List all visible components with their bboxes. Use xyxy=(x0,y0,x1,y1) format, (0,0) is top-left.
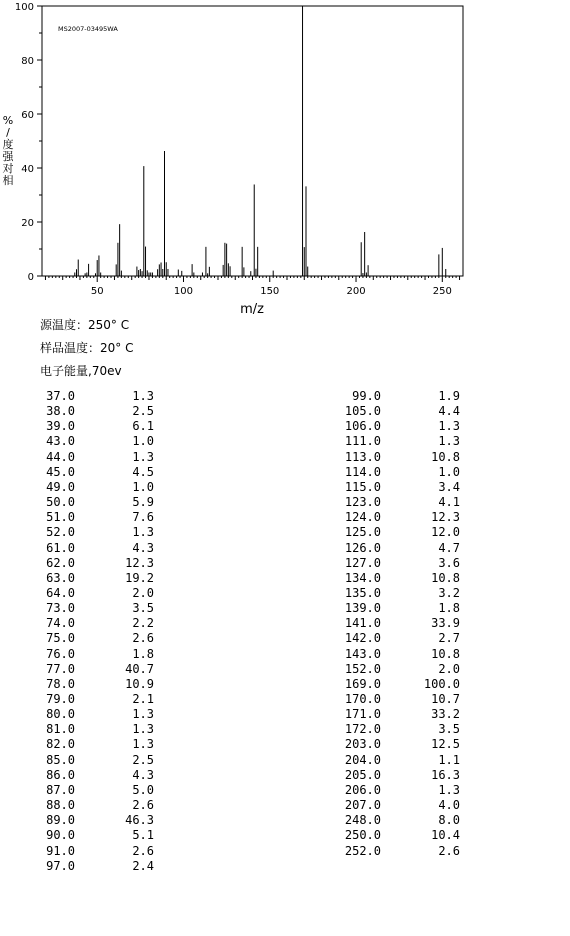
peak-mz-right: 141.0 xyxy=(344,616,381,631)
peak-intensity-left: 10.9 xyxy=(125,676,154,691)
peak-intensity-right: 1.0 xyxy=(438,464,460,479)
peak-intensity-left: 7.6 xyxy=(132,510,154,525)
peak-intensity-right: 10.8 xyxy=(431,449,460,464)
peak-mz-left: 88.0 xyxy=(46,798,75,813)
y-axis-label-char: / xyxy=(6,126,10,139)
peak-intensity-right: 2.7 xyxy=(438,631,460,646)
peak-intensity-left: 1.0 xyxy=(132,434,154,449)
peak-mz-left: 64.0 xyxy=(46,585,75,600)
peak-mz-left: 80.0 xyxy=(46,707,75,722)
peak-intensity-right: 12.5 xyxy=(431,737,460,752)
y-tick-label: 20 xyxy=(21,218,34,229)
peak-mz-right: 114.0 xyxy=(344,464,381,479)
axes xyxy=(15,2,463,297)
peak-mz-right: 207.0 xyxy=(344,798,381,813)
peak-intensity-left: 3.5 xyxy=(132,601,154,616)
peak-intensity-right: 8.0 xyxy=(438,813,460,828)
peak-mz-left: 86.0 xyxy=(46,767,75,782)
y-tick-label: 80 xyxy=(21,56,34,67)
peak-intensity-right: 12.3 xyxy=(431,510,460,525)
peak-mz-right: 171.0 xyxy=(344,707,381,722)
peak-intensity-right: 3.6 xyxy=(438,555,460,570)
peak-intensity-left: 1.0 xyxy=(132,479,154,494)
peak-intensity-right: 2.6 xyxy=(438,843,460,858)
peak-mz-right: 134.0 xyxy=(344,570,381,585)
peak-mz-right: 250.0 xyxy=(344,828,381,843)
peak-mz-left: 79.0 xyxy=(46,692,75,706)
peak-mz-right: 248.0 xyxy=(344,813,381,828)
peaks xyxy=(75,6,446,276)
peak-mz-right: 252.0 xyxy=(344,843,381,858)
peak-mz-right: 111.0 xyxy=(344,434,381,449)
peak-intensity-left: 46.3 xyxy=(125,813,154,828)
peak-mz-left: 75.0 xyxy=(46,631,75,646)
peak-mz-left: 51.0 xyxy=(46,510,75,525)
peak-intensity-left: 19.2 xyxy=(125,570,154,585)
peak-intensity-left: 1.3 xyxy=(132,525,154,540)
peak-mz-left: 87.0 xyxy=(46,782,75,797)
peak-intensity-left: 2.0 xyxy=(132,585,154,600)
peak-intensity-left: 1.3 xyxy=(132,737,154,752)
peak-intensity-right: 3.5 xyxy=(438,722,460,737)
peak-intensity-right: 10.8 xyxy=(431,570,460,585)
peak-intensity-right: 33.2 xyxy=(431,707,460,722)
peak-mz-left: 52.0 xyxy=(46,525,75,540)
peak-intensity-left: 2.5 xyxy=(132,404,154,419)
peak-mz-left: 62.0 xyxy=(46,555,75,570)
peak-mz-right: 113.0 xyxy=(344,449,381,464)
peak-intensity-right: 12.0 xyxy=(431,525,460,540)
peak-mz-left: 97.0 xyxy=(46,858,75,873)
peak-mz-left: 85.0 xyxy=(46,752,75,767)
mass-spectrum-chart xyxy=(0,0,570,320)
electron-energy: 电子能量,70ev xyxy=(40,364,122,378)
peak-mz-right: 142.0 xyxy=(344,631,381,646)
peak-intensity-right: 10.4 xyxy=(431,828,460,843)
peak-mz-right: 125.0 xyxy=(344,525,381,540)
peak-intensity-left: 1.3 xyxy=(132,707,154,722)
peak-intensity-left: 2.2 xyxy=(132,616,154,631)
peak-intensity-right: 1.3 xyxy=(438,434,460,449)
peak-intensity-right: 4.0 xyxy=(438,798,460,813)
peak-mz-right: 115.0 xyxy=(344,479,381,494)
peak-intensity-right: 1.1 xyxy=(438,752,460,767)
x-tick-label: 50 xyxy=(90,286,104,297)
peak-mz-right: 123.0 xyxy=(344,495,381,510)
peak-intensity-left: 1.3 xyxy=(132,389,154,403)
x-tick-label: 100 xyxy=(173,286,194,297)
peak-mz-left: 91.0 xyxy=(46,843,75,858)
peak-mz-right: 106.0 xyxy=(344,419,381,434)
peak-mz-left: 61.0 xyxy=(46,540,75,555)
peak-intensity-right: 10.8 xyxy=(431,646,460,661)
peak-mz-left: 37.0 xyxy=(46,389,75,403)
peak-intensity-right: 4.7 xyxy=(438,540,460,555)
x-tick-label: 150 xyxy=(260,286,280,297)
peak-intensity-left: 2.1 xyxy=(132,692,154,706)
y-axis-label xyxy=(3,114,15,187)
peak-intensity-right: 10.7 xyxy=(431,692,460,706)
peak-mz-left: 49.0 xyxy=(46,479,75,494)
y-axis-label-char: 度 xyxy=(2,138,14,151)
peak-mz-right: 127.0 xyxy=(344,555,381,570)
peak-mz-right: 143.0 xyxy=(344,646,381,661)
peak-mz-right: 99.0 xyxy=(352,389,381,403)
peak-intensity-left: 4.3 xyxy=(132,540,154,555)
y-axis-label-char: 强 xyxy=(2,150,14,163)
peak-mz-right: 124.0 xyxy=(344,510,381,525)
peak-intensity-left: 2.6 xyxy=(132,631,154,646)
peak-intensity-left: 12.3 xyxy=(125,555,154,570)
peak-mz-right: 172.0 xyxy=(344,722,381,737)
peak-mz-left: 38.0 xyxy=(46,404,75,419)
y-tick-label: 60 xyxy=(21,110,34,121)
peak-mz-left: 78.0 xyxy=(46,676,75,691)
peak-intensity-left: 40.7 xyxy=(125,661,154,676)
peak-mz-left: 43.0 xyxy=(46,434,75,449)
peak-mz-right: 105.0 xyxy=(344,404,381,419)
peak-intensity-left: 6.1 xyxy=(132,419,154,434)
y-axis-label-char: 对 xyxy=(2,162,14,175)
peak-mz-left: 90.0 xyxy=(46,828,75,843)
x-tick-label: 250 xyxy=(432,286,452,297)
sample-temperature: 样品温度：20° C xyxy=(40,341,134,355)
y-tick-label: 40 xyxy=(21,164,34,175)
peak-mz-right: 126.0 xyxy=(344,540,381,555)
sample-id-label: MS2007-03495WA xyxy=(58,25,118,33)
peak-mz-right: 205.0 xyxy=(344,767,381,782)
y-axis-label-char: 相 xyxy=(2,174,14,187)
peak-intensity-right: 100.0 xyxy=(423,676,460,691)
peak-intensity-right: 1.9 xyxy=(438,389,460,403)
peak-intensity-right: 1.3 xyxy=(438,782,460,797)
peak-mz-right: 169.0 xyxy=(344,676,381,691)
peak-intensity-left: 5.9 xyxy=(132,495,154,510)
peak-intensity-right: 1.3 xyxy=(438,419,460,434)
peak-mz-right: 204.0 xyxy=(344,752,381,767)
x-tick-label: 200 xyxy=(346,286,366,297)
peak-mz-left: 73.0 xyxy=(46,601,75,616)
peak-mz-right: 139.0 xyxy=(344,601,381,616)
peak-mz-right: 203.0 xyxy=(344,737,381,752)
peak-mz-right: 135.0 xyxy=(344,585,381,600)
peak-intensity-left: 2.6 xyxy=(132,843,154,858)
y-tick-label: 0 xyxy=(27,272,34,283)
peak-mz-left: 82.0 xyxy=(46,737,75,752)
peak-mz-right: 206.0 xyxy=(344,782,381,797)
peak-intensity-left: 4.3 xyxy=(132,767,154,782)
peak-mz-left: 44.0 xyxy=(46,449,75,464)
peak-intensity-left: 2.6 xyxy=(132,798,154,813)
peak-mz-left: 63.0 xyxy=(46,570,75,585)
peak-intensity-right: 33.9 xyxy=(431,616,460,631)
peak-mz-left: 45.0 xyxy=(46,464,75,479)
source-temperature: 源温度：250° C xyxy=(40,318,130,332)
peak-intensity-left: 5.0 xyxy=(132,782,154,797)
peak-intensity-right: 1.8 xyxy=(438,601,460,616)
peak-mz-left: 74.0 xyxy=(46,616,75,631)
peak-intensity-right: 2.0 xyxy=(438,661,460,676)
peak-intensity-right: 4.1 xyxy=(438,495,460,510)
peak-intensity-right: 3.2 xyxy=(438,585,460,600)
peak-mz-left: 81.0 xyxy=(46,722,75,737)
y-axis-label-char: % xyxy=(2,114,14,127)
peak-intensity-right: 4.4 xyxy=(438,404,460,419)
peak-intensity-right: 16.3 xyxy=(431,767,460,782)
plot-frame xyxy=(42,6,463,276)
peak-intensity-left: 2.4 xyxy=(132,858,154,873)
peak-intensity-left: 1.8 xyxy=(132,646,154,661)
peak-intensity-left: 5.1 xyxy=(132,828,154,843)
peak-mz-left: 77.0 xyxy=(46,661,75,676)
peak-mz-left: 76.0 xyxy=(46,646,75,661)
peak-intensity-left: 4.5 xyxy=(132,464,154,479)
peak-intensity-left: 1.3 xyxy=(132,449,154,464)
y-tick-label: 100 xyxy=(14,2,34,13)
peak-mz-left: 50.0 xyxy=(46,495,75,510)
peak-intensity-left: 1.3 xyxy=(132,722,154,737)
peak-intensity-right: 3.4 xyxy=(438,479,460,494)
x-axis-label: m/z xyxy=(240,302,264,317)
peak-mz-left: 39.0 xyxy=(46,419,75,434)
peak-intensity-left: 2.5 xyxy=(132,752,154,767)
peak-mz-left: 89.0 xyxy=(46,813,75,828)
peak-mz-right: 152.0 xyxy=(344,661,381,676)
peak-mz-right: 170.0 xyxy=(344,692,381,706)
